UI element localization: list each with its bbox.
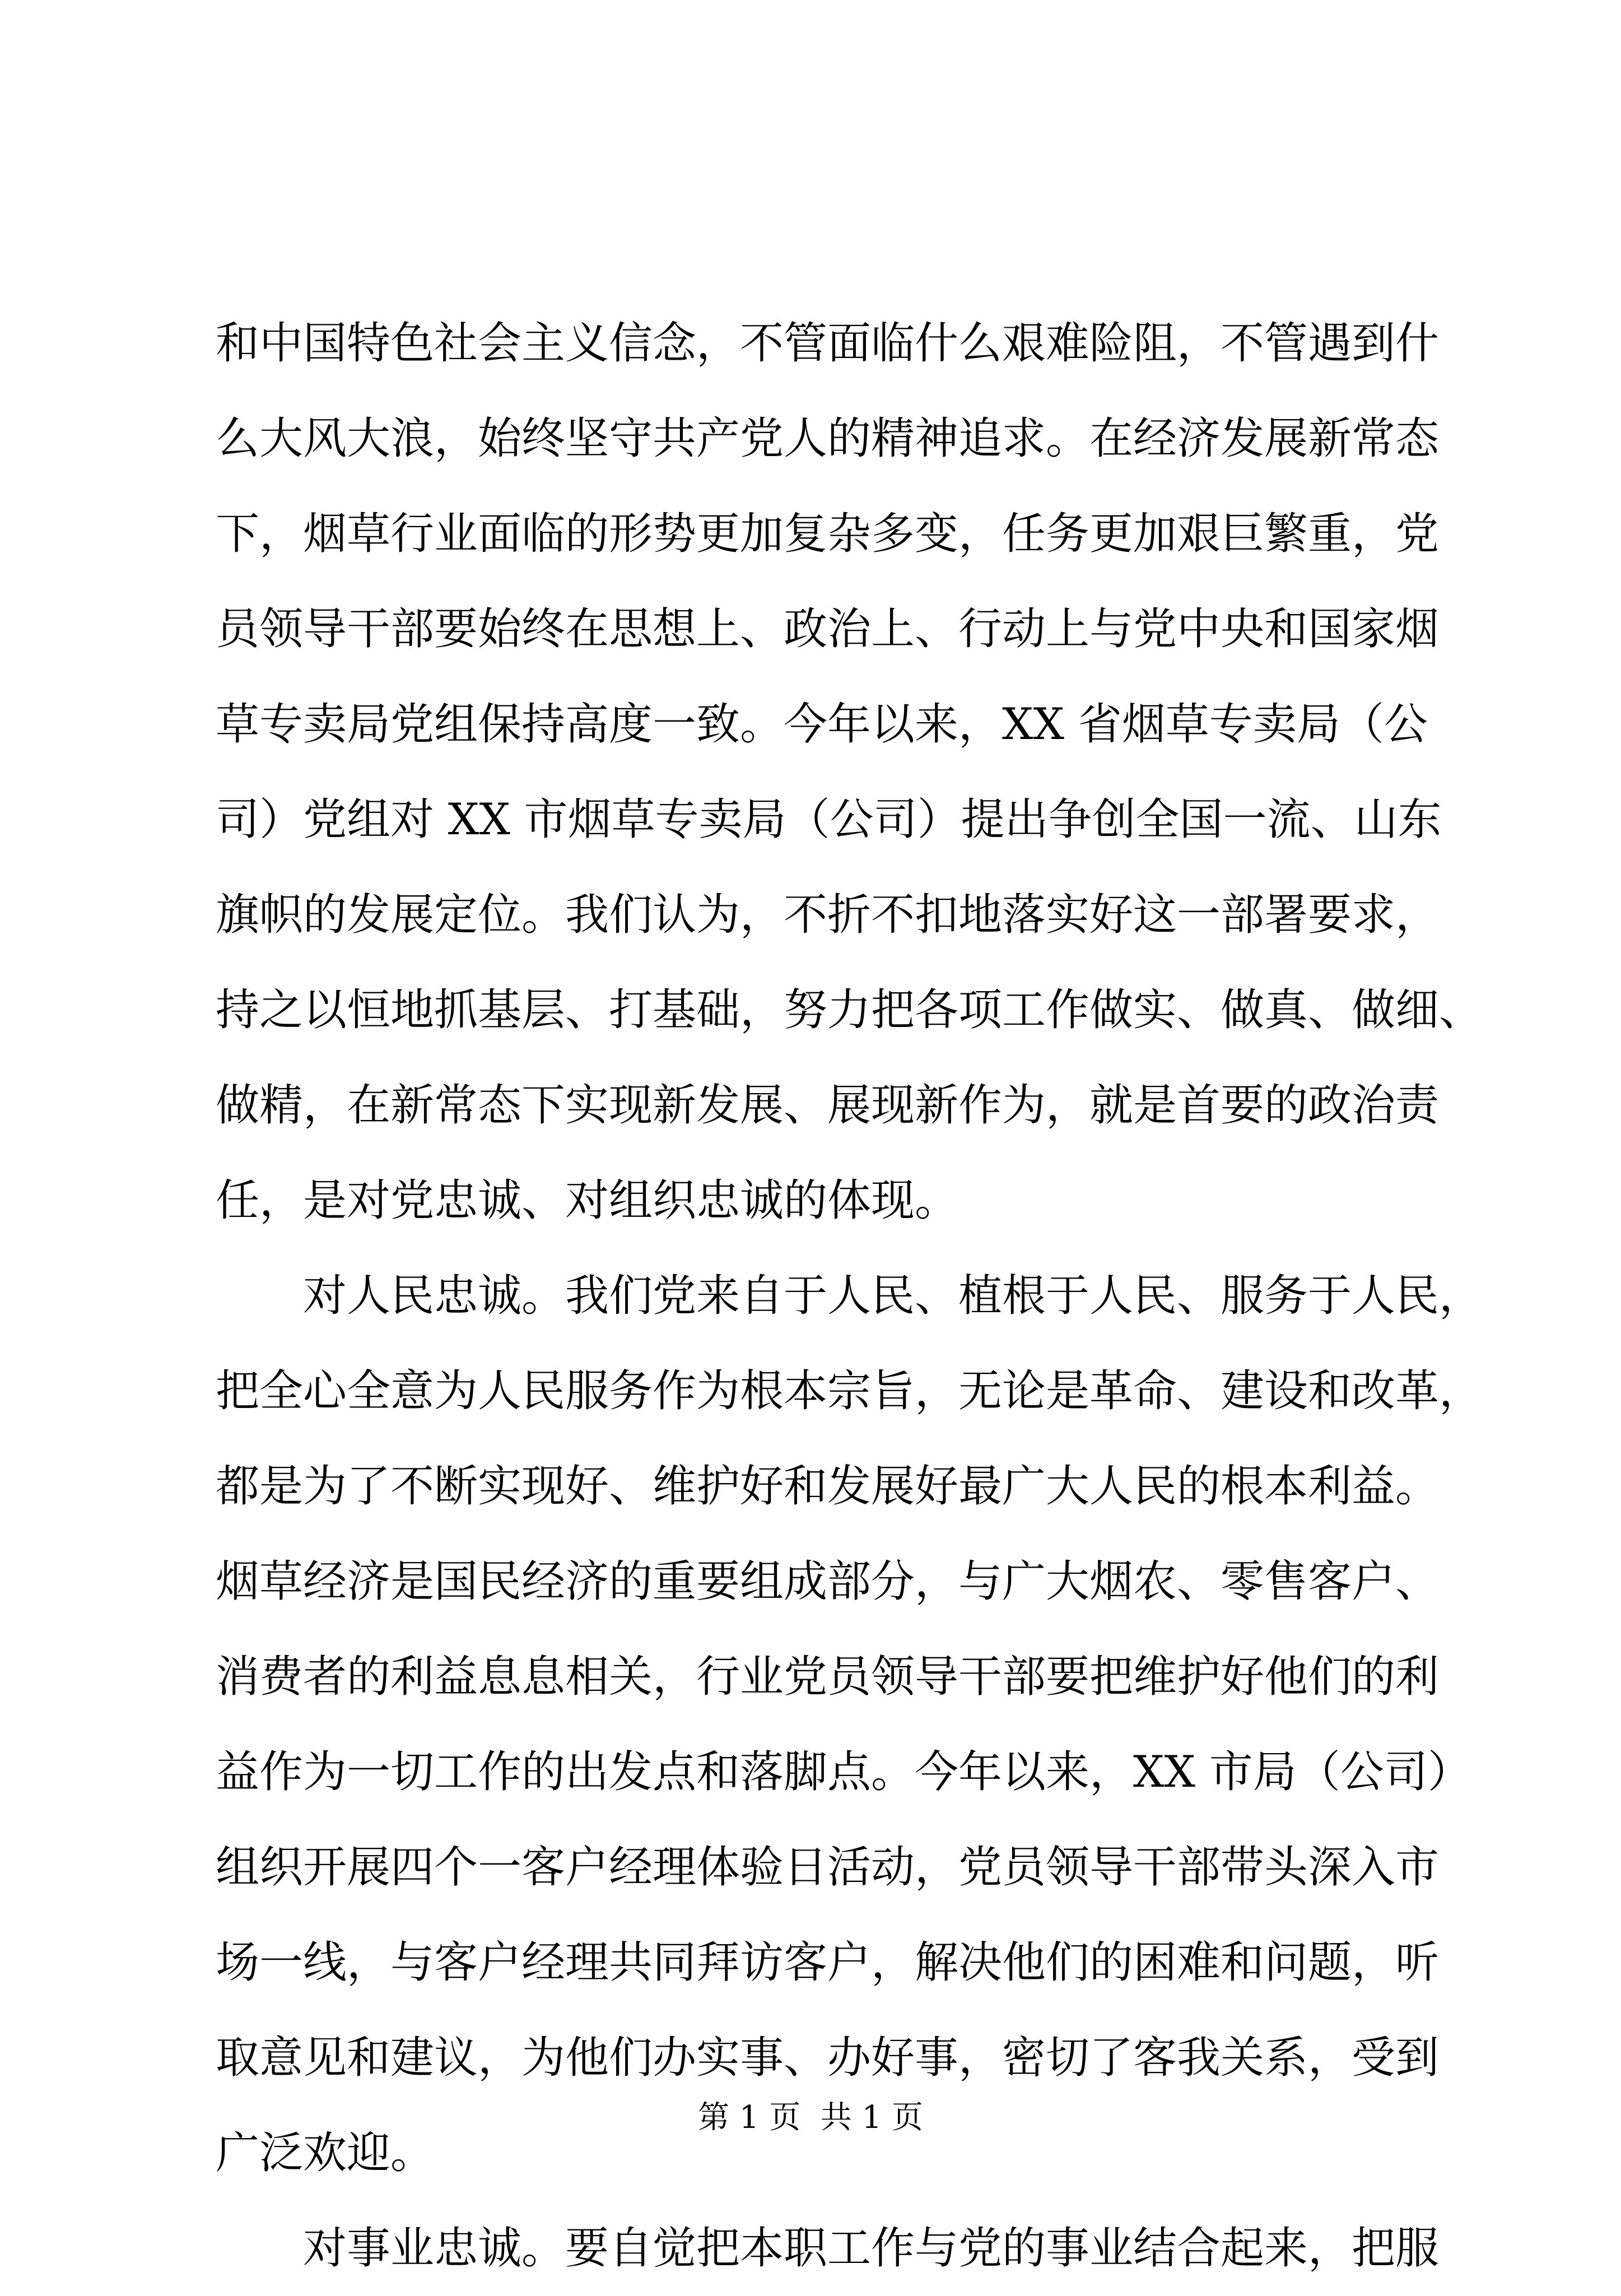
- text-line: 做精，在新常态下实现新发展、展现新作为，就是首要的政治责: [216, 1080, 1440, 1131]
- text-line: 烟草经济是国民经济的重要组成部分，与广大烟农、零售客户、: [216, 1556, 1440, 1607]
- text-line: 和中国特色社会主义信念，不管面临什么艰难险阻，不管遇到什: [216, 318, 1440, 369]
- text-line: 广泛欢迎。: [216, 2128, 435, 2178]
- text-line: 消费者的利益息息相关，行业党员领导干部要把维护好他们的利: [216, 1652, 1440, 1702]
- document-body: [216, 296, 1483, 2296]
- text-line: 把全心全意为人民服务作为根本宗旨，无论是革命、建设和改革，: [216, 1366, 1483, 1416]
- text-line: 草专卖局党组保持高度一致。今年以来，XX 省烟草专卖局（公: [216, 699, 1428, 750]
- text-line: 么大风大浪，始终坚守共产党人的精神追求。在经济发展新常态: [216, 413, 1440, 464]
- text-line: 司）党组对 XX 市烟草专卖局（公司）提出争创全国一流、山东: [216, 794, 1442, 845]
- text-line: 下，烟草行业面临的形势更加复杂多变，任务更加艰巨繁重，党: [216, 509, 1440, 559]
- page-footer: 第 1 页 共 1 页: [697, 2099, 924, 2136]
- text-line: 对事业忠诚。要自觉把本职工作与党的事业结合起来，把服: [216, 2223, 1440, 2274]
- text-line: 取意见和建议，为他们办实事、办好事，密切了客我关系，受到: [216, 2033, 1440, 2083]
- text-line: 员领导干部要始终在思想上、政治上、行动上与党中央和国家烟: [216, 604, 1440, 654]
- text-line: 组织开展四个一客户经理体验日活动，党员领导干部带头深入市: [216, 1842, 1440, 1893]
- text-line: 持之以恒地抓基层、打基础，努力把各项工作做实、做真、做细、: [216, 985, 1483, 1035]
- text-line: 场一线，与客户经理共同拜访客户，解决他们的困难和问题，听: [216, 1937, 1440, 1988]
- text-line: 益作为一切工作的出发点和落脚点。今年以来，XX 市局（公司）: [216, 1747, 1471, 1797]
- text-line: 任，是对党忠诚、对组织忠诚的体现。: [216, 1175, 959, 1226]
- text-line: 都是为了不断实现好、维护好和发展好最广大人民的根本利益。: [216, 1461, 1440, 1512]
- text-line: 旗帜的发展定位。我们认为，不折不扣地落实好这一部署要求，: [216, 890, 1440, 940]
- text-line: 对人民忠诚。我们党来自于人民、植根于人民、服务于人民，: [216, 1271, 1483, 1321]
